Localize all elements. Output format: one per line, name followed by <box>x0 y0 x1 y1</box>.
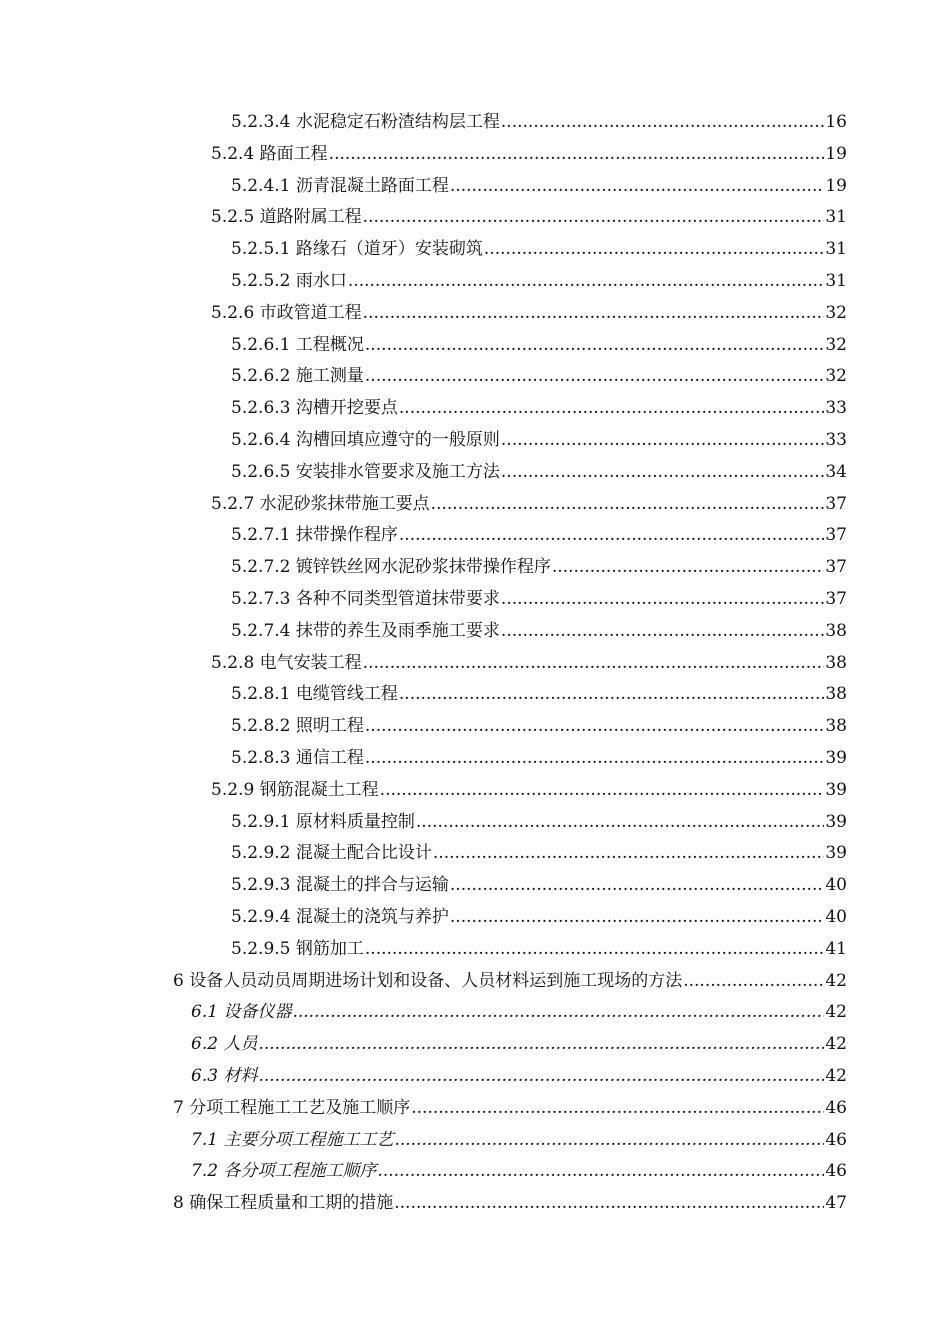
toc-entry-title: 5.2.6 市政管道工程 <box>211 302 362 323</box>
table-of-contents <box>0 107 950 1220</box>
toc-entry-title: 7.1 主要分项工程施工工艺 <box>191 1129 394 1150</box>
toc-entry-title: 5.2.7 水泥砂浆抹带施工要点 <box>211 493 430 514</box>
toc-dot-leader <box>377 1156 824 1188</box>
toc-entry-page-number: 40 <box>825 875 847 896</box>
toc-entry[interactable] <box>0 489 950 521</box>
toc-dot-leader <box>450 902 824 934</box>
toc-entry-page-number: 19 <box>825 143 847 164</box>
toc-entry-page-number: 16 <box>825 112 847 132</box>
toc-entry-page-number: 38 <box>825 716 847 737</box>
toc-entry-title: 5.2.3.4 水泥稳定石粉渣结构层工程 <box>231 112 500 132</box>
toc-entry-title: 5.2.4.1 沥青混凝土路面工程 <box>231 175 449 196</box>
toc-entry-title: 5.2.7.1 抹带操作程序 <box>231 525 398 546</box>
toc-entry-page-number: 42 <box>825 1034 847 1055</box>
toc-entry-page-number: 46 <box>825 1097 847 1118</box>
toc-entry-title: 5.2.6.4 沟槽回填应遵守的一般原则 <box>231 429 500 450</box>
toc-entry-page-number: 42 <box>825 1065 847 1086</box>
toc-entry[interactable] <box>0 807 950 839</box>
toc-dot-leader <box>363 202 825 234</box>
toc-entry-page-number: 40 <box>825 906 847 927</box>
toc-entry-title: 5.2.6.1 工程概况 <box>231 334 364 355</box>
toc-dot-leader <box>552 552 824 584</box>
toc-entry[interactable] <box>0 520 950 552</box>
toc-entry-page-number: 39 <box>825 811 847 832</box>
toc-entry-title: 5.2.5.2 雨水口 <box>231 270 347 291</box>
toc-entry[interactable] <box>0 934 950 966</box>
toc-entry-title: 5.2.6.2 施工测量 <box>231 366 364 387</box>
toc-entry[interactable] <box>0 139 950 171</box>
toc-entry-page-number: 37 <box>825 493 847 514</box>
toc-entry-title: 5.2.8 电气安装工程 <box>211 652 362 673</box>
toc-entry-title: 5.2.7.4 抹带的养生及雨季施工要求 <box>231 620 500 641</box>
toc-entry[interactable] <box>0 107 950 139</box>
toc-entry[interactable] <box>0 1093 950 1125</box>
toc-entry-title: 7 分项工程施工工艺及施工顺序 <box>173 1097 411 1118</box>
toc-entry[interactable] <box>0 1061 950 1093</box>
toc-entry-page-number: 39 <box>825 779 847 800</box>
toc-entry[interactable] <box>0 457 950 489</box>
toc-entry[interactable] <box>0 997 950 1029</box>
toc-dot-leader <box>365 330 824 362</box>
toc-dot-leader <box>431 489 825 521</box>
toc-entry[interactable] <box>0 870 950 902</box>
toc-entry-title: 7.2 各分项工程施工顺序 <box>191 1161 377 1182</box>
toc-entry[interactable] <box>0 966 950 998</box>
toc-entry-page-number: 38 <box>825 620 847 641</box>
toc-entry-title: 5.2.9.5 钢筋加工 <box>231 938 364 959</box>
toc-entry-title: 6.2 人员 <box>191 1034 258 1055</box>
toc-entry[interactable] <box>0 679 950 711</box>
toc-entry-page-number: 33 <box>825 429 847 450</box>
toc-dot-leader <box>258 1061 824 1093</box>
toc-dot-leader <box>501 584 824 616</box>
toc-entry[interactable] <box>0 711 950 743</box>
toc-dot-leader <box>433 838 824 870</box>
toc-entry-title: 5.2.7.2 镀锌铁丝网水泥砂浆抹带操作程序 <box>231 557 551 578</box>
toc-entry-title: 5.2.6.5 安装排水管要求及施工方法 <box>231 461 500 482</box>
toc-entry-page-number: 33 <box>825 398 847 419</box>
toc-entry-page-number: 42 <box>825 970 847 991</box>
toc-entry[interactable] <box>0 648 950 680</box>
toc-entry[interactable] <box>0 1156 950 1188</box>
toc-entry[interactable] <box>0 266 950 298</box>
toc-entry-page-number: 32 <box>825 334 847 355</box>
toc-dot-leader <box>399 520 824 552</box>
toc-entry-title: 5.2.5.1 路缘石（道牙）安装砌筑 <box>231 239 483 260</box>
toc-entry-page-number: 38 <box>825 652 847 673</box>
toc-entry-page-number: 31 <box>825 270 847 291</box>
toc-entry[interactable] <box>0 202 950 234</box>
toc-dot-leader <box>292 997 824 1029</box>
toc-entry[interactable] <box>0 171 950 203</box>
toc-entry-title: 5.2.9.1 原材料质量控制 <box>231 811 415 832</box>
toc-entry[interactable] <box>0 552 950 584</box>
toc-entry-title: 5.2.8.1 电缆管线工程 <box>231 684 398 705</box>
toc-entry[interactable] <box>0 361 950 393</box>
toc-entry-page-number: 37 <box>825 525 847 546</box>
toc-entry-title: 8 确保工程质量和工期的措施 <box>173 1193 394 1214</box>
toc-entry-page-number: 31 <box>825 207 847 228</box>
toc-entry-page-number: 32 <box>825 302 847 323</box>
toc-entry-title: 5.2.9.3 混凝土的拌合与运输 <box>231 875 449 896</box>
toc-entry-page-number: 38 <box>825 684 847 705</box>
toc-dot-leader <box>365 934 824 966</box>
toc-entry-page-number: 46 <box>825 1161 847 1182</box>
toc-entry[interactable] <box>0 298 950 330</box>
toc-dot-leader <box>394 1188 824 1220</box>
toc-dot-leader <box>683 966 824 998</box>
toc-entry-title: 6.3 材料 <box>191 1065 258 1086</box>
toc-entry-page-number: 34 <box>825 461 847 482</box>
toc-entry[interactable] <box>0 775 950 807</box>
toc-dot-leader <box>501 425 824 457</box>
toc-entry-title: 5.2.8.3 通信工程 <box>231 747 364 768</box>
toc-entry-page-number: 42 <box>825 1002 847 1023</box>
toc-dot-leader <box>348 266 824 298</box>
toc-dot-leader <box>450 870 824 902</box>
toc-entry[interactable] <box>0 1188 950 1220</box>
toc-entry-page-number: 39 <box>825 747 847 768</box>
toc-entry-title: 5.2.9 钢筋混凝土工程 <box>211 779 379 800</box>
toc-dot-leader <box>399 393 824 425</box>
toc-entry[interactable] <box>0 584 950 616</box>
toc-entry-title: 5.2.6.3 沟槽开挖要点 <box>231 398 398 419</box>
toc-dot-leader <box>329 139 825 171</box>
toc-entry[interactable] <box>0 902 950 934</box>
toc-entry-page-number: 47 <box>825 1193 847 1214</box>
toc-entry-page-number: 37 <box>825 557 847 578</box>
toc-entry-title: 5.2.4 路面工程 <box>211 143 328 164</box>
toc-entry-page-number: 32 <box>825 366 847 387</box>
toc-dot-leader <box>365 711 824 743</box>
toc-dot-leader <box>365 743 824 775</box>
toc-entry-title: 5.2.5 道路附属工程 <box>211 207 362 228</box>
toc-entry-title: 6 设备人员动员周期进场计划和设备、人员材料运到施工现场的方法 <box>173 970 683 991</box>
toc-entry[interactable] <box>0 330 950 362</box>
toc-entry-page-number: 46 <box>825 1129 847 1150</box>
toc-dot-leader <box>484 234 824 266</box>
toc-entry-page-number: 41 <box>825 938 847 959</box>
toc-dot-leader <box>380 775 825 807</box>
toc-entry[interactable] <box>0 616 950 648</box>
toc-entry[interactable] <box>0 425 950 457</box>
toc-entry[interactable] <box>0 1029 950 1061</box>
toc-dot-leader <box>399 679 824 711</box>
toc-dot-leader <box>258 1029 824 1061</box>
toc-entry[interactable] <box>0 234 950 266</box>
toc-entry-title: 5.2.9.2 混凝土配合比设计 <box>231 843 432 864</box>
toc-entry-title: 5.2.7.3 各种不同类型管道抹带要求 <box>231 588 500 609</box>
toc-entry-page-number: 37 <box>825 588 847 609</box>
toc-entry[interactable] <box>0 1125 950 1157</box>
toc-entry[interactable] <box>0 743 950 775</box>
toc-dot-leader <box>450 171 824 203</box>
toc-dot-leader <box>394 1125 824 1157</box>
toc-entry-page-number: 31 <box>825 239 847 260</box>
toc-entry[interactable] <box>0 838 950 870</box>
toc-dot-leader <box>416 807 824 839</box>
toc-entry[interactable] <box>0 393 950 425</box>
toc-dot-leader <box>501 616 824 648</box>
toc-dot-leader <box>365 361 824 393</box>
toc-entry-page-number: 19 <box>825 175 847 196</box>
toc-dot-leader <box>501 107 824 139</box>
toc-entry-page-number: 39 <box>825 843 847 864</box>
toc-entry-title: 6.1 设备仪器 <box>191 1002 292 1023</box>
toc-entry-title: 5.2.9.4 混凝土的浇筑与养护 <box>231 906 449 927</box>
toc-dot-leader <box>501 457 824 489</box>
toc-entry-title: 5.2.8.2 照明工程 <box>231 716 364 737</box>
toc-dot-leader <box>363 648 825 680</box>
toc-dot-leader <box>363 298 825 330</box>
toc-dot-leader <box>411 1093 824 1125</box>
